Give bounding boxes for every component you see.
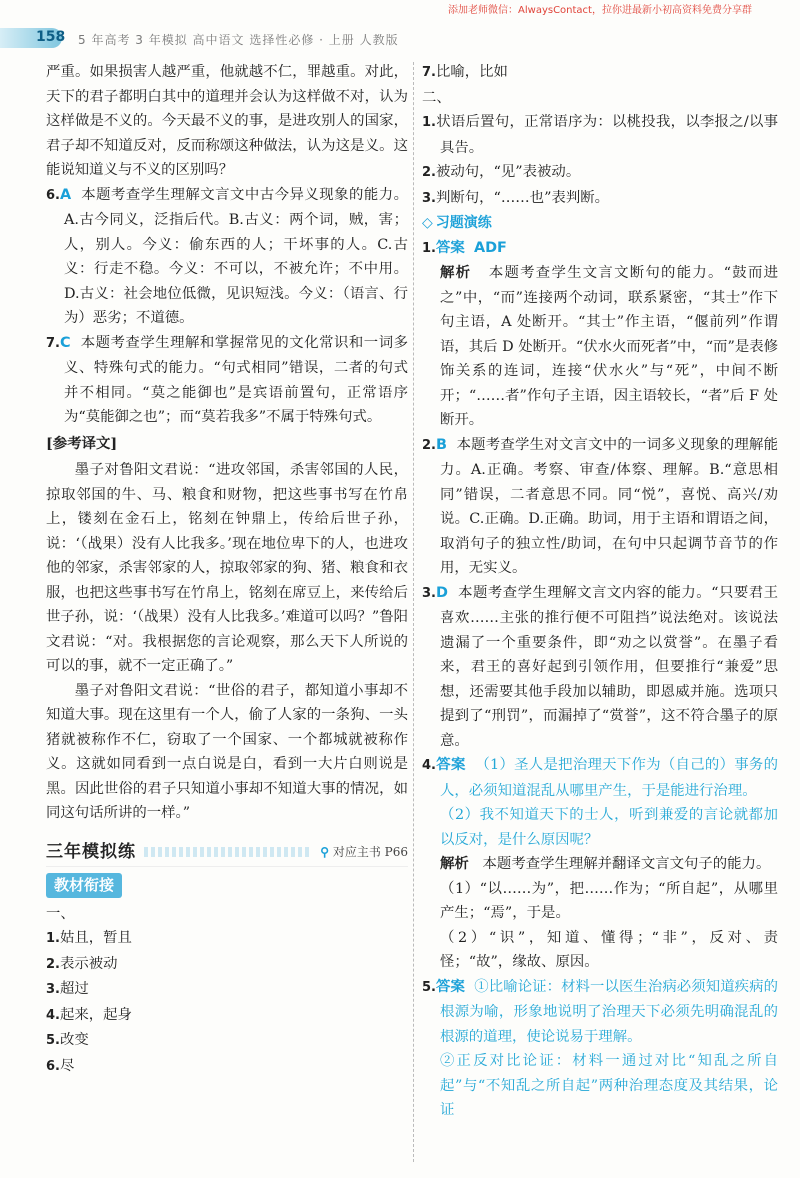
- item-text: 状语后置句，正常语序为：以桃投我，以李报之/以事具告。: [435, 114, 778, 156]
- answer-4: [422, 753, 778, 803]
- main-book-reference-label: 对应主书 P66: [332, 844, 408, 859]
- list-item: [46, 1028, 408, 1054]
- q6-number: 6.: [46, 187, 60, 203]
- list-item: [46, 1054, 408, 1080]
- list-item: [46, 926, 408, 952]
- list-item: [46, 977, 408, 1003]
- item-number: 2.: [46, 956, 60, 972]
- item-text: 尽: [59, 1057, 75, 1074]
- item-text: 判断句，“……也”表判断。: [435, 189, 609, 206]
- a5-answer-2: ②正反对比论证：材料一通过对比“知乱之所自起”与“不知乱之所自起”两种治理态度及其结果，论证: [440, 1053, 778, 1118]
- q6-explanation: 本题考查学生理解文言文中古今异义现象的能力。A.古今同义，泛指后代。B.古义：两个词，贼，害；人，别人。今义：偷东西的人；干坏事的人。C.古义：行走不稳。今义：不可以，不被允许；不中用。D.古义：社会地位低微，见识短浅。今义：（语言、行为）恶劣；不道德。: [64, 186, 408, 326]
- exercise-section-title: [422, 211, 778, 236]
- a3-number: 3.: [422, 585, 436, 601]
- watermark-text: 添加老师微信：AlwaysContact，拉你进最新小初高资料免费分享群: [448, 5, 752, 16]
- a4-analysis-label: 解析: [440, 855, 469, 872]
- item-text: 起来，起身: [59, 1006, 132, 1023]
- list-item: [422, 160, 778, 186]
- item-text: 超过: [59, 981, 89, 997]
- item-text: 姑且，暂且: [59, 930, 132, 946]
- q7-answer: C: [59, 334, 71, 351]
- item-number: 4.: [46, 1007, 60, 1023]
- a2-answer: B: [435, 436, 447, 453]
- vocab-list: [46, 926, 408, 1079]
- right-column: [422, 60, 778, 1123]
- a4-answer-2: （2）我不知道天下的士人，听到兼爱的言论就都加以反对，是什么原因呢？: [440, 807, 778, 848]
- column-divider: [413, 62, 414, 1162]
- item-number: 2.: [422, 165, 436, 180]
- question-6: [46, 183, 408, 331]
- item-text: 比喻，比如: [435, 64, 508, 80]
- item-number: 3.: [422, 190, 436, 206]
- book-title: 5 年高考 3 年模拟 高中语文 选择性必修 · 上册 人教版: [78, 33, 399, 47]
- magnifier-icon: ⚲: [320, 844, 329, 859]
- list-item: [422, 60, 778, 86]
- a2-number: 2.: [422, 437, 436, 453]
- answer-5: [422, 975, 778, 1050]
- page-header: [0, 25, 800, 51]
- q7-explanation: 本题考查学生理解和掌握常见的文化常识和一词多义、特殊句式的能力。“句式相同”错误，二者的句式并不相同。“莫之能御也”是宾语前置句，正常语序为“莫能御之也”；而“莫若我多”不属于特殊句式。: [64, 334, 408, 425]
- reference-paragraph-1: 墨子对鲁阳文君说：“进攻邻国，杀害邻国的人民，掠取邻国的牛、马、粮食和财物，把这些事书写在竹帛上，镂刻在金石上，铭刻在钟鼎上，传给后世子孙，说：‘（战果）没有人比我多。’现在地位卑下的人，也进攻他的邻家，杀害邻家的人，掠取邻家的狗、猪、粮食和衣服，也把这些事书写在竹帛上，铭刻在席豆上，来传给后世子孙，说：‘（战果）没有人比我多。’难道可以吗？”鲁阳文君说：“对。我根据您的言论观察，那么天下人所说的可以的事，就不一定正确了。”: [46, 462, 408, 674]
- item-text: 改变: [59, 1032, 89, 1048]
- a1-answer: ADF: [473, 239, 507, 256]
- a4-number: 4.: [422, 758, 436, 773]
- practice-section-header: [46, 840, 408, 868]
- item-text: 被动句，“见”表被动。: [435, 164, 581, 180]
- textbook-link-badge: 教材衔接: [46, 873, 122, 898]
- list-item: [46, 1003, 408, 1029]
- left-column: [46, 60, 408, 1079]
- a3-explanation: 本题考查学生理解文言文内容的能力。“只要君王喜欢……主张的推行便不可阻挡”说法绝对。该说法遗漏了一个重要条件，即“劝之以赏誉”。在墨子看来，君王的喜好起到引领作用，但要推行“兼爱”思想，还需要其他手段加以辅助，即恩威并施。选项只提到了“刑罚”，而漏掉了“赏誉”，这不符合墨子的原意。: [440, 584, 778, 749]
- question-7: [46, 331, 408, 430]
- list-item: [422, 110, 778, 160]
- answer-1-analysis: [422, 261, 778, 433]
- list-item: [422, 186, 778, 212]
- item-number: 3.: [46, 982, 60, 997]
- diamond-icon: ◇: [422, 215, 433, 231]
- a1-analysis-text: 本题考查学生文言文断句的能力。“鼓而进之”中，“而”连接两个动词，联系紧密，“其士”作下句主语，A 处断开。“其士”作主语，“偃前列”作谓语，其后 D 处断开。“伏水火而死者”中，“而”是表修饰关系的连词，连接“伏水火”与“死”，中间不断开；“……者”作句子主语，因主语较长，“者”后 F 处断开。: [440, 265, 778, 428]
- a2-explanation: 本题考查学生对文言文中的一词多义现象的理解能力。A.正确。考察、审查/体察、理解。B.“意思相同”错误，二者意思不同。同“悦”，喜悦、高兴/劝说。C.正确。D.正确。助词，用于主语和谓语之间，取消句子的独立性/助词，在句中只起调节音节的作用，无实义。: [440, 436, 778, 576]
- a5-answer-1: ①比喻论证：材料一以医生治病必须知道疾病的根源为喻，形象地说明了治理天下必须先明确混乱的根源的道理，使论说易于理解。: [440, 978, 778, 1045]
- item-number: 1.: [422, 115, 436, 130]
- item-text: 表示被动: [59, 955, 118, 972]
- item-number: 1.: [46, 931, 60, 946]
- page-number: 158: [36, 29, 66, 45]
- translation-intro: 严重。如果损害人越严重，他就越不仁，罪越重。对此，天下的君子都明白其中的道理并会认为这样做不对，认为这样做是不义的。今天最不义的事，是进攻别人的国家，君子却不知道反对，反而称颂这种做法，认为这是义。这能说知道义与不义的区别吗？: [46, 64, 408, 178]
- item-number: 6.: [46, 1058, 60, 1074]
- practice-decoration: [144, 847, 312, 857]
- a1-number: 1.: [422, 240, 436, 256]
- item-number: 7.: [422, 65, 436, 80]
- q6-answer: A: [59, 186, 72, 203]
- item-number: 5.: [46, 1033, 60, 1048]
- answer-1: [422, 236, 778, 262]
- a4-explanation-2: （2）“识”，知道、懂得；“非”，反对、责怪；“故”，缘故、原因。: [440, 929, 778, 970]
- reference-paragraph-2: 墨子对鲁阳文君说：“世俗的君子，都知道小事却不知道大事。现在这里有一个人，偷了人家的一条狗、一头猪就被称作不仁，窃取了一个国家、一个都城就被称作义。这就如同看到一点白说是白，看到一大片白则说是黑。因此世俗的君子只知道小事却不知道大事的情况，如同这句话所讲的一样。”: [46, 682, 408, 821]
- q7-number: 7.: [46, 335, 60, 351]
- a5-number: 5.: [422, 979, 436, 995]
- a1-answer-label: 答案: [435, 238, 465, 256]
- exercise-section-label: 习题演练: [435, 215, 492, 231]
- a5-answer-label: 答案: [435, 977, 465, 995]
- a4-answer-1: （1）圣人是把治理天下作为（自己的）事务的人，必须知道混乱从哪里产生，于是能进行治理。: [440, 757, 778, 799]
- a4-explanation-1: （1）“以……为”，把……作为；“所自起”，从哪里产生；“焉”，于是。: [440, 880, 778, 921]
- a3-answer: D: [435, 584, 448, 601]
- answer-2: [422, 433, 778, 581]
- list-item: [46, 952, 408, 978]
- part-two-label: 二、: [422, 89, 451, 106]
- a4-analysis-text: 本题考查学生理解并翻译文言文句子的能力。: [482, 856, 771, 872]
- a1-analysis-label: 解析: [440, 264, 472, 281]
- practice-title: 三年模拟练: [46, 841, 136, 862]
- main-book-reference[interactable]: [320, 840, 408, 865]
- reference-translation-title: [参考译文]: [46, 434, 118, 452]
- part-one-label: 一、: [46, 905, 75, 922]
- a4-answer-label: 答案: [435, 756, 466, 773]
- answer-4-analysis: [422, 852, 778, 877]
- answer-3: [422, 581, 778, 754]
